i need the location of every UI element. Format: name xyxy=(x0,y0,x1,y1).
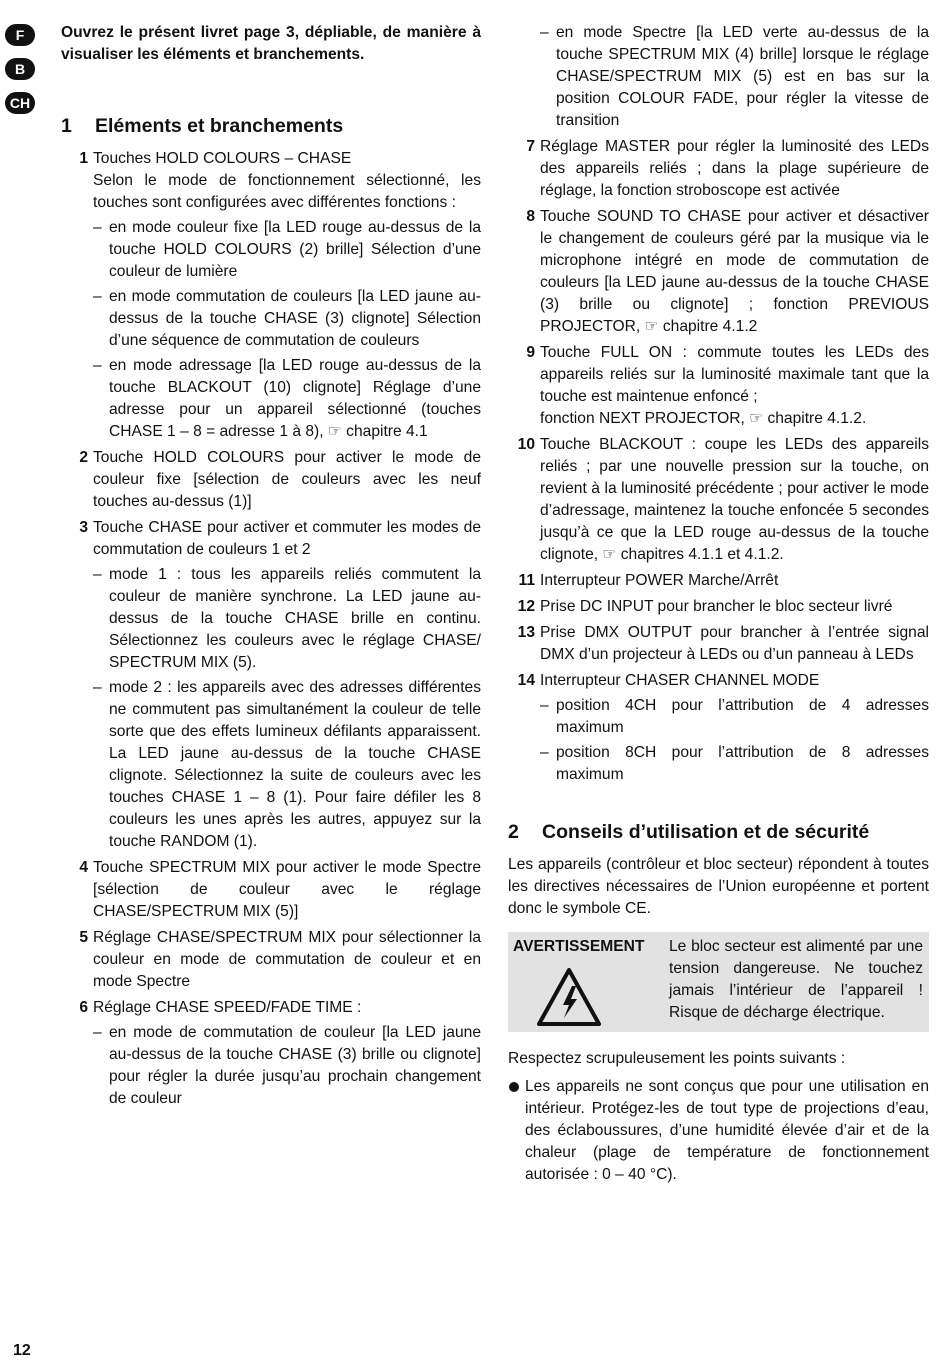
sub-item: en mode adressage [la LED rouge au-dessus de la touche BLACKOUT (10) clignote] Réglage d’une adresse pour un appareil sélectionné (touches CHASE 1 – 8 = adresse 1 à 8), ☞ chapitre 4.1 xyxy=(109,357,481,440)
sub-item: en mode couleur fixe [la LED rouge au-dessus de la touche HOLD COLOURS (2) brille] Sélection d’une couleur de lumière xyxy=(109,219,481,280)
item-text: Prise DMX OUTPUT pour brancher à l’entrée signal DMX d’un projecteur à LEDs ou d’un panneau à LEDs xyxy=(540,624,929,663)
left-column xyxy=(61,22,481,1114)
warning-title: AVERTISSEMENT xyxy=(513,938,645,955)
item-number: 10 xyxy=(517,436,535,453)
item-number: 8 xyxy=(526,208,535,225)
item-text: Touche BLACKOUT : coupe les LEDs des appareils reliés ; par une nouvelle pression sur la touche, on revient à la luminosité précédente ; pour activer le mode d’adressage, maintenez la touche enfoncée 5 secondes jusqu’à ce que la LED rouge au-dessus de la touche clignote, ☞ chapitres 4.1.1 et 4.1.2. xyxy=(540,436,929,563)
language-badge-b: B xyxy=(5,58,35,80)
warning-box xyxy=(508,932,929,1032)
item-text: Réglage CHASE/SPECTRUM MIX pour sélectionner la couleur en mode de commutation de couleur et en mode Spectre xyxy=(93,929,481,990)
language-badge-ch: CH xyxy=(5,92,35,114)
item-text: Touches HOLD COLOURS – CHASE xyxy=(93,150,352,167)
item-text: Touche HOLD COLOURS pour activer le mode de couleur fixe [sélection de couleurs avec les neuf touches au-dessus (1)] xyxy=(93,449,481,510)
item-number: 9 xyxy=(526,344,535,361)
item-text: Touche SOUND TO CHASE pour activer et désactiver le changement de couleurs géré par la musique via le microphone intégré en mode de commutation de couleurs [la LED jaune au-dessus de la touche CHASE (3) brille ou clignote] ; fonction PREVIOUS PROJECTOR, ☞ chapitre 4.1.2 xyxy=(540,208,929,335)
item-number: 12 xyxy=(517,598,535,615)
item-number: 3 xyxy=(79,519,88,536)
item-number: 11 xyxy=(518,572,535,589)
item-text: Interrupteur POWER Marche/Arrêt xyxy=(540,572,779,589)
page-number: 12 xyxy=(13,1342,31,1359)
list-item xyxy=(508,434,929,566)
list-item xyxy=(508,342,929,430)
list-item: 3 Touche CHASE pour activer et commuter les modes de commutation de couleurs 1 et 2 – mode 1 : tous les appareils reliés commutent la couleur de manière synchrone. La LED jaune au-dessus de la touche CHASE brille en continu. Sélectionnez les couleurs avec le réglage CHASE/ SPECTRUM MIX (5). – mode 2 : les appareils avec des adresses différentes ne commutent pas simultanément la couleur de telle sorte que des effets lumineux défilants apparaissent. La LED jaune au-dessus de la touche CHASE clignote. Sélectionnez la suite de couleurs avec les touches CHASE 1 – 8 (1). Pour faire défiler les 8 couleurs les unes après les autres, appuyez sur la touche RANDOM (1). xyxy=(61,517,481,853)
electric-hazard-icon xyxy=(537,968,601,1026)
list-item: 6 Réglage CHASE SPEED/FADE TIME : – en mode de commutation de couleur [la LED jaune au-dessus de la touche CHASE (3) brille ou clignote] pour régler la durée jusqu’au prochain changement de couleur xyxy=(61,997,481,1110)
section-1-title: Eléments et branchements xyxy=(95,115,344,137)
section-1-number: 1 xyxy=(61,115,72,137)
right-column xyxy=(508,22,929,1186)
sub-item: mode 2 : les appareils avec des adresses différentes ne commutent pas simultanément la couleur de telle sorte que des effets lumineux défilants apparaissent. La LED jaune au-dessus de la touche CHASE clignote. Sélectionnez la suite de couleurs avec les touches CHASE 1 – 8 (1). Pour faire défiler les 8 couleurs les unes après les autres, appuyez sur la touche RANDOM (1). xyxy=(109,679,481,850)
item-number: 7 xyxy=(526,138,535,155)
warning-text: Le bloc secteur est alimenté par une tension dangereuse. Ne touchez jamais l’intérieur de l’appareil ! Risque de décharge électrique. xyxy=(669,938,923,1021)
list-item xyxy=(61,927,481,993)
bullet-dot-icon xyxy=(509,1082,519,1092)
list-item xyxy=(61,447,481,513)
section-1-heading xyxy=(61,114,481,138)
bullet-text: Les appareils ne sont conçus que pour une utilisation en intérieur. Protégez-les de tout type de projections d’eau, des éclaboussures, d’une humidité élevée d’air et de la chaleur (plage de température de fonctionnement autorisée : 0 – 40 °C). xyxy=(525,1078,929,1183)
item-number: 14 xyxy=(517,672,535,689)
list-item xyxy=(61,857,481,923)
item-number: 5 xyxy=(79,929,88,946)
sub-item: position 8CH pour l’attribution de 8 adresses maximum xyxy=(556,744,929,783)
item-number: 2 xyxy=(79,449,88,466)
list-item xyxy=(508,570,929,592)
language-badges xyxy=(5,24,41,126)
list-item xyxy=(508,596,929,618)
item-text: Touche CHASE pour activer et commuter les modes de commutation de couleurs 1 et 2 xyxy=(93,519,481,558)
item-extra-text: Selon le mode de fonctionnement sélectionné, les touches sont configurées avec différentes fonctions : xyxy=(93,172,481,211)
item-text: Touche FULL ON : commute toutes les LEDs des appareils reliés sur la luminosité maximale tant que la touche est maintenue enfoncé ; xyxy=(540,344,929,405)
sub-item: en mode Spectre [la LED verte au-dessus de la touche SPECTRUM MIX (4) brille] lorsque le réglage CHASE/SPECTRUM MIX (5) est en bas sur la position COLOUR FADE, pour régler la vitesse de transition xyxy=(556,24,929,129)
continued-item: – en mode Spectre [la LED verte au-dessus de la touche SPECTRUM MIX (4) brille] lorsque le réglage CHASE/SPECTRUM MIX (5) est en bas sur la position COLOUR FADE, pour régler la vitesse de transition xyxy=(508,22,929,132)
section-2-heading xyxy=(508,820,929,844)
item-text: Touche SPECTRUM MIX pour activer le mode Spectre [sélection de couleur avec le réglage CHASE/SPECTRUM MIX (5)] xyxy=(93,859,481,920)
respect-line: Respectez scrupuleusement les points suivants : xyxy=(508,1050,846,1067)
intro-paragraph: Ouvrez le présent livret page 3, dépliable, de manière à visualiser les éléments et branchements. xyxy=(61,24,481,63)
item-number: 1 xyxy=(79,150,88,167)
sub-item: en mode commutation de couleurs [la LED jaune au-dessus de la touche CHASE (3) clignote] Sélection d’une séquence de commutation de couleurs xyxy=(109,288,481,349)
list-item: 1 Touches HOLD COLOURS – CHASE Selon le mode de fonctionnement sélectionné, les touches sont configurées avec différentes fonctions : – en mode couleur fixe [la LED rouge au-dessus de la touche HOLD COLOURS (2) brille] Sélection d’une couleur de lumière – en mode commutation de couleurs [la LED jaune au-dessus de la touche CHASE (3) clignote] Sélection d’une séquence de commutation de couleurs – en mode adressage [la LED rouge au-dessus de la touche BLACKOUT (10) clignote] Réglage d’une adresse pour un appareil sélectionné (touches CHASE 1 – 8 = adresse 1 à 8), ☞ chapitre 4.1 xyxy=(61,148,481,443)
item-number: 13 xyxy=(517,624,535,641)
list-item xyxy=(508,206,929,338)
item-extra-text: fonction NEXT PROJECTOR, ☞ chapitre 4.1.2. xyxy=(540,410,867,427)
sub-item: position 4CH pour l’attribution de 4 adresses maximum xyxy=(556,697,929,736)
item-text: Interrupteur CHASER CHANNEL MODE xyxy=(540,672,820,689)
list-item: 14 Interrupteur CHASER CHANNEL MODE – position 4CH pour l’attribution de 4 adresses maximum – position 8CH pour l’attribution de 8 adresses maximum xyxy=(508,670,929,786)
sub-item: en mode de commutation de couleur [la LED jaune au-dessus de la touche CHASE (3) brille ou clignote] pour régler la durée jusqu’au prochain changement de couleur xyxy=(109,1024,481,1107)
section-2-title: Conseils d’utilisation et de sécurité xyxy=(542,821,870,843)
item-number: 6 xyxy=(79,999,88,1016)
sub-item: mode 1 : tous les appareils reliés commutent la couleur de manière synchrone. La LED jaune au-dessus de la touche CHASE brille en continu. Sélectionnez les couleurs avec le réglage CHASE/ SPECTRUM MIX (5). xyxy=(109,566,481,671)
item-text: Prise DC INPUT pour brancher le bloc secteur livré xyxy=(540,598,893,615)
item-text: Réglage CHASE SPEED/FADE TIME : xyxy=(93,999,362,1016)
bullet-item xyxy=(508,1076,929,1186)
section-2-number: 2 xyxy=(508,821,519,843)
item-number: 4 xyxy=(79,859,88,876)
list-item xyxy=(508,622,929,666)
item-text: Réglage MASTER pour régler la luminosité des LEDs des appareils reliés ; dans la plage supérieure de réglage, la fonction stroboscope est activée xyxy=(540,138,929,199)
section-2-paragraph: Les appareils (contrôleur et bloc secteur) répondent à toutes les directives nécessaires de l’Union européenne et portent donc le symbole CE. xyxy=(508,856,929,917)
language-badge-f: F xyxy=(5,24,35,46)
list-item xyxy=(508,136,929,202)
